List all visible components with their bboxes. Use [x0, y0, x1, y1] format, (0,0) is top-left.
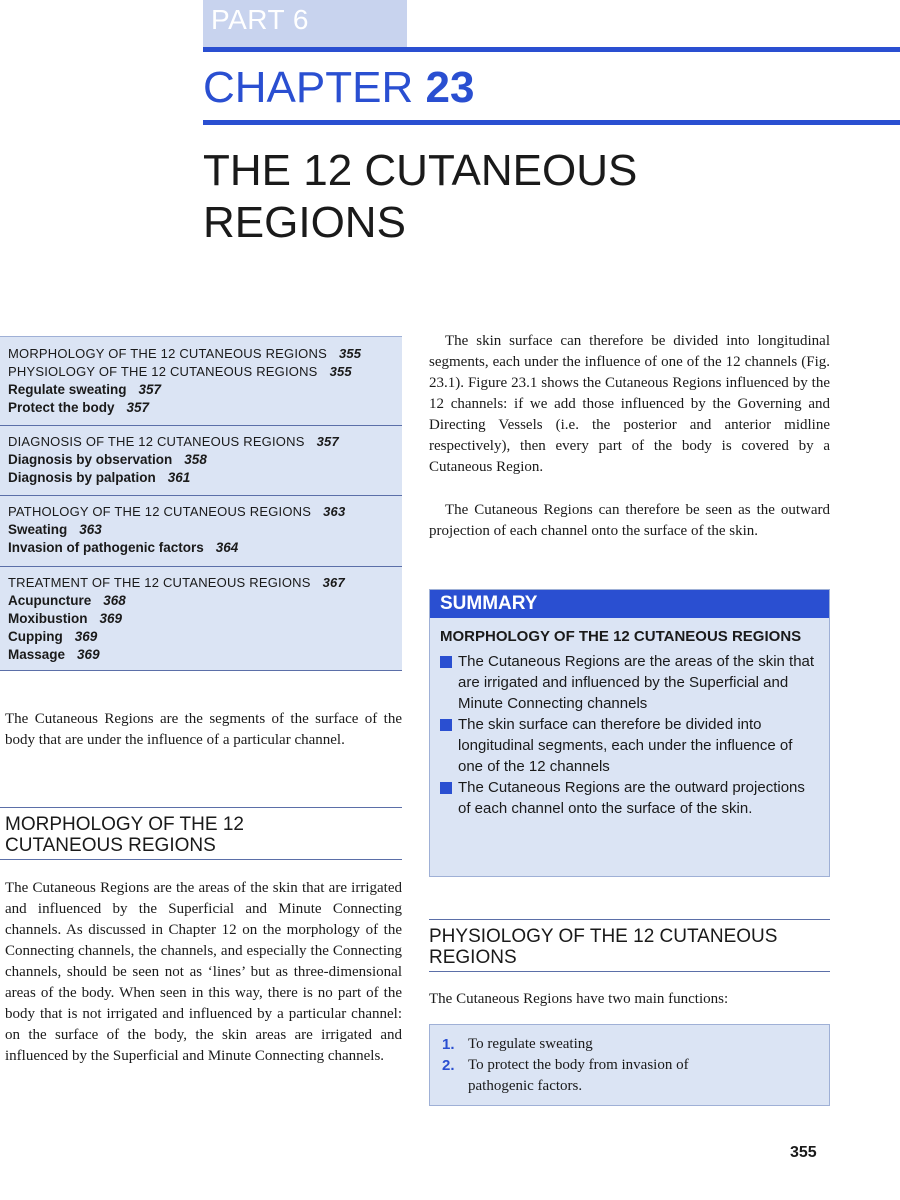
toc-item: Diagnosis by observation 358: [8, 452, 207, 467]
right-paragraph-2: The Cutaneous Regions can therefore be seen as the outward projection of each channel onto the surface of the skin.: [429, 502, 830, 539]
bullet-square-icon: [440, 719, 452, 731]
toc-item: Diagnosis by palpation 361: [8, 470, 191, 485]
function-number: 1.: [442, 1036, 455, 1053]
chapter-number: 23: [425, 63, 475, 112]
summary-subheading: MORPHOLOGY OF THE 12 CUTANEOUS REGIONS: [440, 628, 802, 645]
toc-heading: TREATMENT OF THE 12 CUTANEOUS REGIONS 367: [8, 575, 345, 590]
toc-item: Massage 369: [8, 647, 100, 662]
header-rule-top: [203, 47, 900, 52]
part-label: PART 6: [203, 0, 407, 48]
toc-group-treatment: [0, 566, 402, 664]
summary-bullet: The skin surface can therefore be divided into longitudinal segments, each under the influence of one of the 12 channels: [430, 714, 829, 777]
morphology-section-heading: MORPHOLOGY OF THE 12 CUTANEOUS REGIONS: [0, 807, 402, 860]
toc-group-pathology: [0, 495, 402, 557]
bullet-square-icon: [440, 656, 452, 668]
right-paragraph-1: The skin surface can therefore be divided into longitudinal segments, each under the influence of one of the 12 channels (Fig. 23.1). Figure 23.1 shows the Cutaneous Regions influenced by the 12 channels: if we add those influenced by the Governing and Directing Vessels (i.e. the posterior and anterior midline respectively), then every part of the body is covered by a Cutaneous Region.: [429, 333, 830, 475]
chapter-title-line2: REGIONS: [203, 198, 406, 247]
physiology-section-heading: PHYSIOLOGY OF THE 12 CUTANEOUS REGIONS: [429, 919, 830, 972]
summary-bullet: The Cutaneous Regions are the outward projections of each channel onto the surface of the skin.: [430, 777, 829, 819]
toc-page-number: 355: [338, 346, 362, 361]
toc-group-morphology: [0, 345, 402, 417]
chapter-word: CHAPTER: [203, 63, 414, 112]
page-number: 355: [790, 1144, 817, 1161]
toc-heading: MORPHOLOGY OF THE 12 CUTANEOUS REGIONS 355: [8, 346, 362, 361]
toc-item: Regulate sweating 357: [8, 382, 162, 397]
toc-heading: DIAGNOSIS OF THE 12 CUTANEOUS REGIONS 357: [8, 434, 339, 449]
header-rule-bottom: [203, 120, 900, 125]
morphology-paragraph: The Cutaneous Regions are the areas of the skin that are irrigated and influenced by the Superficial and Minute Connecting channels. As discussed in Chapter 12 on the morphology of the Connecting channels, the channels, and especially the Connecting channels, should be seen not as ‘lines’ but as three-dimensional areas of the body. When seen in this way, there is no part of the body that is not irrigated and influenced by a particular channel: on the surface of the body, the skin areas are irrigated and influenced by the Superficial and Minute Connecting channels.: [5, 880, 402, 1064]
toc-item: Acupuncture 368: [8, 593, 126, 608]
toc-heading: PHYSIOLOGY OF THE 12 CUTANEOUS REGIONS 355: [8, 364, 352, 379]
functions-box: [429, 1024, 830, 1106]
summary-bullet: The Cutaneous Regions are the areas of the skin that are irrigated and influenced by the Superficial and Minute Connecting channels: [430, 651, 829, 714]
toc-item: Cupping 369: [8, 629, 98, 644]
toc-item: Sweating 363: [8, 522, 102, 537]
chapter-title: [203, 145, 803, 249]
toc-page-number: 355: [329, 364, 352, 379]
function-item: 1. To regulate sweating: [442, 1036, 593, 1053]
summary-box: [429, 589, 830, 877]
chapter-heading: [203, 60, 474, 116]
function-item: 2. To protect the body from invasion of pathogenic factors.: [442, 1057, 689, 1094]
function-number: 2.: [442, 1057, 455, 1074]
chapter-title-line1: THE 12 CUTANEOUS: [203, 146, 638, 195]
chapter-contents-box: [0, 336, 402, 671]
toc-page-number: 367: [322, 575, 345, 590]
toc-page-number: 363: [323, 504, 346, 519]
toc-heading: PATHOLOGY OF THE 12 CUTANEOUS REGIONS 363: [8, 504, 346, 519]
toc-item: Invasion of pathogenic factors 364: [8, 540, 239, 555]
toc-bottom-rule: [0, 670, 402, 671]
toc-group-diagnosis: [0, 425, 402, 487]
toc-page-number: 357: [316, 434, 339, 449]
summary-label: SUMMARY: [430, 590, 829, 618]
toc-item: Moxibustion 369: [8, 611, 123, 626]
intro-paragraph: The Cutaneous Regions are the segments of the surface of the body that are under the influence of a particular channel.: [5, 711, 402, 748]
physiology-paragraph: The Cutaneous Regions have two main functions:: [429, 991, 729, 1007]
bullet-square-icon: [440, 782, 452, 794]
toc-item: Protect the body 357: [8, 400, 150, 415]
